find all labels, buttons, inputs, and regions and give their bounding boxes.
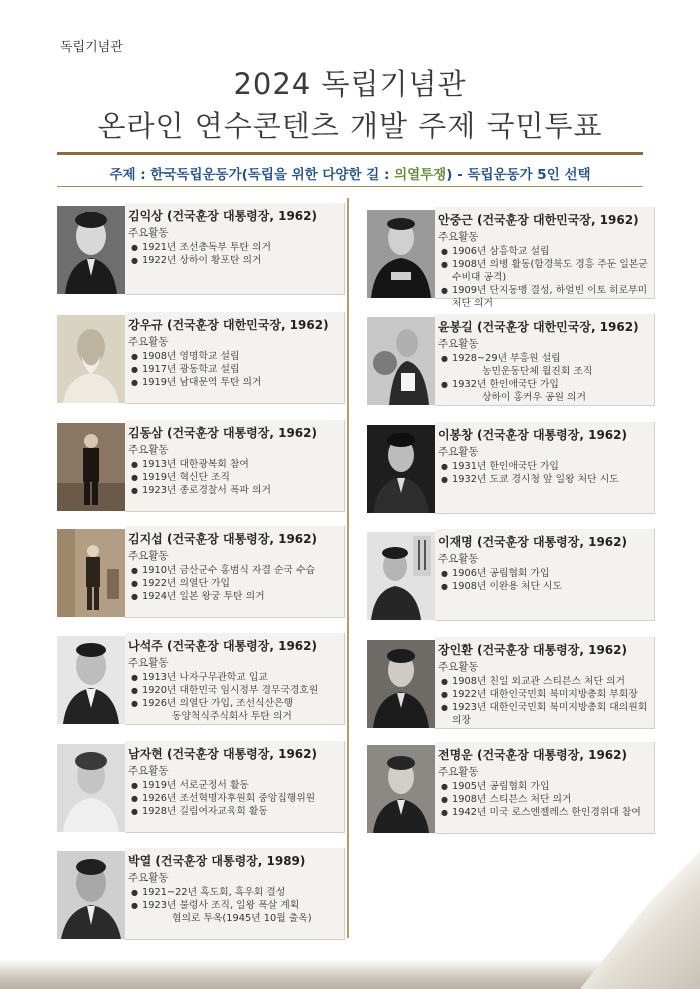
- person-card-kim-dongsam: [57, 420, 347, 515]
- activity-item: ● 1926년 의열단 가입, 조선식산은행: [128, 697, 344, 710]
- person-card-kang-wookyu: [57, 312, 347, 407]
- title-rule-bottom: [57, 186, 643, 187]
- person-card-kim-jiseop: [57, 526, 347, 621]
- activity-item: ● 1919년 혁신단 조직: [128, 471, 344, 484]
- info-box: [435, 422, 655, 514]
- activity-item: ● 1908년 영명학교 설립: [128, 350, 344, 363]
- person-name: 김지섭 (건국훈장 대통령장, 1962): [128, 532, 317, 546]
- activity-item: ● 1922년 의열단 가입: [128, 577, 344, 590]
- portrait-photo: [57, 423, 125, 511]
- activities-heading: 주요활동: [128, 550, 169, 562]
- column-divider: [347, 198, 349, 938]
- person-card-jeon-myeongun: [367, 742, 657, 837]
- portrait-photo: [367, 745, 435, 833]
- activities-heading: 주요활동: [128, 657, 169, 669]
- activities-list: [128, 779, 344, 818]
- activity-item: ● 1908년 의병 활동(함경북도 경흥 주둔 일본군 수비대 공격): [438, 258, 654, 284]
- activities-list: [438, 675, 654, 727]
- portrait-photo: [367, 532, 435, 620]
- info-box: [125, 633, 345, 725]
- portrait-photo: [367, 425, 435, 513]
- activities-list: [438, 352, 654, 404]
- info-box: [125, 420, 345, 512]
- activity-item-continued: 동양척식주식회사 투탄 의거: [172, 711, 292, 722]
- activity-item-continued: 혐의로 투옥(1945년 10월 출옥): [172, 913, 312, 924]
- portrait-photo: [367, 317, 435, 405]
- person-card-park-yeol: [57, 848, 347, 943]
- person-name: 안중근 (건국훈장 대한민국장, 1962): [438, 213, 639, 227]
- activity-item: ● 1905년 공립협회 가입: [438, 780, 654, 793]
- info-box: [435, 637, 655, 729]
- activity-item: ● 1910년 금산군수 홍범식 자결 순국 수습: [128, 564, 344, 577]
- activities-heading: 주요활동: [438, 553, 479, 565]
- activities-heading: 주요활동: [128, 444, 169, 456]
- subject-prefix: 주제 : 한국독립운동가(독립을 위한 다양한 길 :: [109, 167, 395, 183]
- activity-item: ● 1906년 삼흥학교 설립: [438, 245, 654, 258]
- activity-item: ● 1942년 미국 로스엔젤레스 한인경위대 참여: [438, 806, 654, 819]
- activity-item: ● 1921년 조선총독부 투탄 의거: [128, 241, 344, 254]
- info-box: [125, 526, 345, 618]
- person-card-ahn-junggeun: [367, 207, 657, 309]
- person-card-lee-bongchang: [367, 422, 657, 517]
- person-card-na-seokju: [57, 633, 347, 728]
- activities-heading: 주요활동: [438, 338, 479, 350]
- activities-heading: 주요활동: [128, 872, 169, 884]
- info-box: [435, 207, 655, 309]
- portrait-photo: [57, 206, 125, 294]
- title-rule-top: [57, 152, 643, 155]
- activity-item: ● 1913년 대한광복회 참여: [128, 458, 344, 471]
- activities-heading: 주요활동: [128, 336, 169, 348]
- activities-list: [438, 567, 654, 593]
- activities-list: [128, 671, 344, 723]
- activity-item: ● 1908년 이완용 처단 시도: [438, 580, 654, 593]
- person-card-nam-jahyeon: [57, 741, 347, 836]
- activities-heading: 주요활동: [128, 765, 169, 777]
- activity-item: ● 1906년 공립협회 가입: [438, 567, 654, 580]
- person-name: 이재명 (건국훈장 대통령장, 1962): [438, 535, 627, 549]
- info-box: [435, 314, 655, 406]
- person-card-lee-jaemyeong: [367, 529, 657, 624]
- activity-item: ● 1926년 조선혁명자후원회 중앙집행위원: [128, 792, 344, 805]
- info-box: [125, 312, 345, 404]
- person-name: 강우규 (건국훈장 대한민국장, 1962): [128, 318, 329, 332]
- person-name: 장인환 (건국훈장 대통령장, 1962): [438, 643, 627, 657]
- subject-line: [0, 163, 700, 183]
- person-name: 전명운 (건국훈장 대통령장, 1962): [438, 748, 627, 762]
- activities-heading: 주요활동: [438, 766, 479, 778]
- organization-label: 독립기념관: [60, 40, 123, 55]
- portrait-photo: [57, 636, 125, 724]
- portrait-photo: [57, 315, 125, 403]
- person-name: 남자현 (건국훈장 대통령장, 1962): [128, 747, 317, 761]
- person-card-jang-inhwan: [367, 637, 657, 732]
- person-name: 윤봉길 (건국훈장 대한민국장, 1962): [438, 320, 639, 334]
- activity-item-continued: 상하이 홍커우 공원 의거: [482, 392, 586, 403]
- activity-item: ● 1913년 나자구무관학교 입교: [128, 671, 344, 684]
- activity-item: ● 1917년 광동학교 설립: [128, 363, 344, 376]
- info-box: [435, 742, 655, 834]
- portrait-photo: [57, 529, 125, 617]
- activity-item: ● 1919년 남대문역 투탄 의거: [128, 376, 344, 389]
- portrait-photo: [57, 744, 125, 832]
- activities-list: [128, 350, 344, 389]
- page-curl-decoration: [580, 839, 700, 989]
- activities-list: [128, 458, 344, 497]
- person-name: 박열 (건국훈장 대통령장, 1989): [128, 854, 306, 868]
- activities-list: [438, 780, 654, 819]
- title-line-1: 2024 독립기념관: [233, 67, 467, 101]
- activity-item: ● 1923년 불령사 조직, 일왕 폭살 계획: [128, 899, 344, 912]
- activities-list: [128, 564, 344, 603]
- info-box: [125, 848, 345, 940]
- person-name: 김동삼 (건국훈장 대통령장, 1962): [128, 426, 317, 440]
- activity-item: ● 1923년 대한인국민회 북미지방총회 대의원회 의장: [438, 701, 654, 727]
- activity-item: ● 1908년 스티븐스 처단 의거: [438, 793, 654, 806]
- activity-item: ● 1932년 도쿄 경시청 앞 일왕 처단 시도: [438, 473, 654, 486]
- activity-item: ● 1932년 한인애국단 가입: [438, 378, 654, 391]
- activity-item: ● 1908년 친일 외교관 스티븐스 처단 의거: [438, 675, 654, 688]
- activity-item: ● 1921~22년 흑도회, 흑우회 결성: [128, 886, 344, 899]
- portrait-photo: [367, 210, 435, 298]
- activity-item: ● 1922년 상하이 황포탄 의거: [128, 254, 344, 267]
- activity-item: ● 1928년 길림여자교육회 활동: [128, 805, 344, 818]
- subject-suffix: ) - 독립운동가 5인 선택: [446, 167, 591, 183]
- activity-item: ● 1919년 서로군정서 활동: [128, 779, 344, 792]
- activities-list: [128, 886, 344, 925]
- activities-list: [128, 241, 344, 267]
- activity-item: ● 1924년 일본 왕궁 투탄 의거: [128, 590, 344, 603]
- person-card-kim-iksang: [57, 203, 347, 298]
- portrait-photo: [367, 640, 435, 728]
- info-box: [125, 203, 345, 295]
- activity-item: ● 1922년 대한인국민회 북미지방총회 부회장: [438, 688, 654, 701]
- activities-list: [438, 460, 654, 486]
- activities-heading: 주요활동: [128, 227, 169, 239]
- person-card-yun-bonggil: [367, 314, 657, 409]
- person-name: 김익상 (건국훈장 대통령장, 1962): [128, 209, 317, 223]
- activity-item: ● 1920년 대한민국 임시정부 경무국경호원: [128, 684, 344, 697]
- activities-heading: 주요활동: [438, 661, 479, 673]
- info-box: [125, 741, 345, 833]
- activity-item: ● 1928~29년 부흥원 설립: [438, 352, 654, 365]
- subject-highlight: 의열투쟁: [394, 167, 447, 183]
- activities-list: [438, 245, 654, 310]
- title-line-2: 온라인 연수콘텐츠 개발 주제 국민투표: [97, 109, 603, 143]
- activities-heading: 주요활동: [438, 231, 479, 243]
- activity-item-continued: 농민운동단체 월진회 조직: [482, 366, 593, 377]
- activities-heading: 주요활동: [438, 446, 479, 458]
- person-name: 나석주 (건국훈장 대통령장, 1962): [128, 639, 317, 653]
- portrait-photo: [57, 851, 125, 939]
- activity-item: ● 1909년 단지동맹 결성, 하얼빈 이토 히로부미 처단 의거: [438, 284, 654, 310]
- activity-item: ● 1931년 한인애국단 가입: [438, 460, 654, 473]
- person-name: 이봉창 (건국훈장 대통령장, 1962): [438, 428, 627, 442]
- activity-item: ● 1923년 종로경찰서 폭파 의거: [128, 484, 344, 497]
- info-box: [435, 529, 655, 621]
